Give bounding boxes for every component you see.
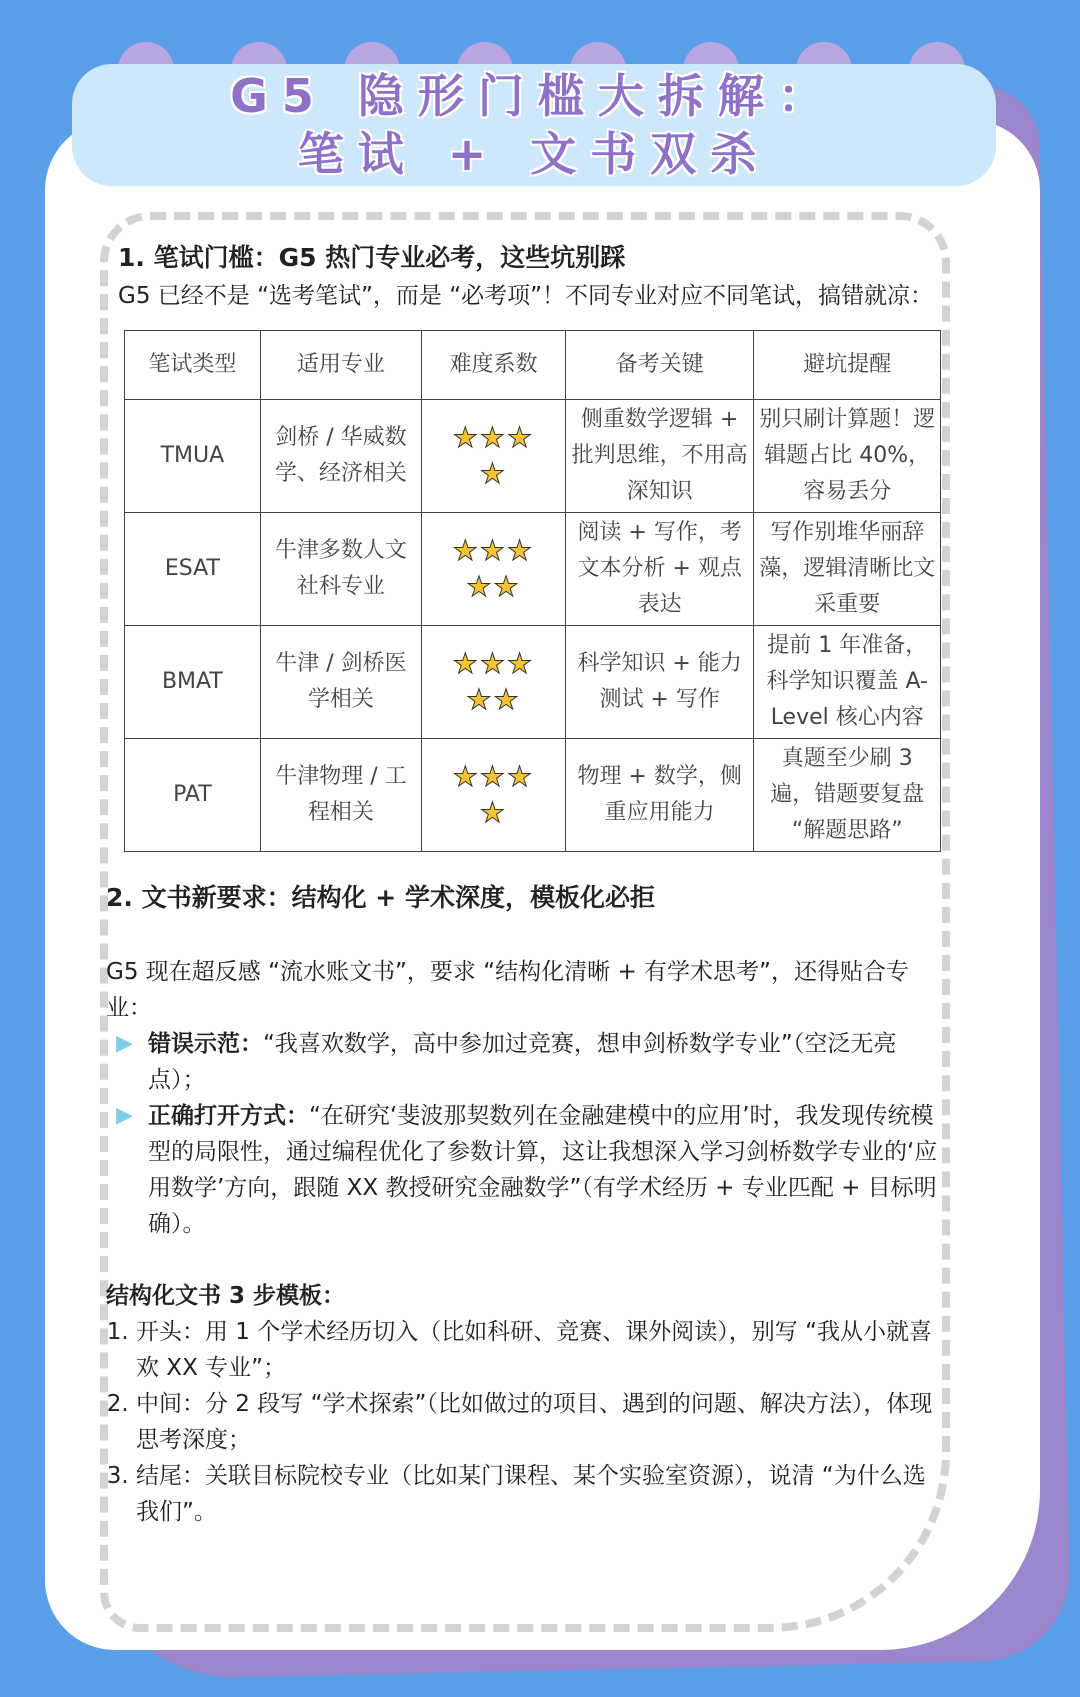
difficulty-stars: ★★★ ★★ (422, 626, 566, 739)
exam-table (124, 330, 941, 852)
table-row (125, 739, 941, 852)
section1-heading: 1. 笔试门槛：G5 热门专业必考，这些坑别踩 (118, 243, 626, 272)
section1-intro: G5 已经不是 “选考笔试”，而是 “必考项”！不同专业对应不同笔试，搞错就凉： (118, 283, 934, 309)
table-header: 备考关键 (565, 331, 754, 400)
title-banner (72, 64, 996, 186)
bullet-list (106, 1026, 948, 1242)
cell-type: TMUA (125, 400, 261, 513)
triangle-bullet-icon: ▶ (116, 1031, 133, 1056)
cell-tip: 真题至少刷 3 遍，错题要复盘 “解题思路” (754, 739, 941, 852)
difficulty-stars: ★★★ ★ (422, 739, 566, 852)
table-header-row (125, 331, 941, 400)
table-row (125, 400, 941, 513)
bullet-text (148, 1026, 948, 1098)
template-step: 2. 中间：分 2 段写 “学术探索”（比如做过的项目、遇到的问题、解决方法），体现思考深度； (136, 1386, 948, 1458)
cell-key: 侧重数学逻辑 + 批判思维，不用高深知识 (565, 400, 754, 513)
bullet-item (116, 1098, 948, 1242)
bullet-body: “我喜欢数学，高中参加过竞赛，想申剑桥数学专业”（空泛无亮点）； (148, 1031, 897, 1093)
bullet-item (116, 1026, 948, 1098)
cell-major: 牛津物理 / 工程相关 (260, 739, 421, 852)
title-line-1: G5 隐形门槛大拆解： (230, 69, 838, 123)
cell-major: 牛津多数人文社科专业 (260, 513, 421, 626)
cell-major: 牛津 / 剑桥医学相关 (260, 626, 421, 739)
cell-type: PAT (125, 739, 261, 852)
content (106, 240, 948, 1530)
table-header: 难度系数 (422, 331, 566, 400)
cell-key: 科学知识 + 能力测试 + 写作 (565, 626, 754, 739)
title-line-2: 笔试 + 文书双杀 (297, 127, 771, 181)
table-header: 避坑提醒 (754, 331, 941, 400)
cell-tip: 提前 1 年准备，科学知识覆盖 A-Level 核心内容 (754, 626, 941, 739)
bullet-label: 错误示范： (148, 1031, 263, 1057)
template-steps (106, 1314, 948, 1530)
bullet-text (148, 1098, 948, 1242)
bullet-body: “在研究‘斐波那契数列在金融建模中的应用’时，我发现传统模型的局限性，通过编程优化了参数计算，这让我想深入学习剑桥数学专业的‘应用数学’方向，跟随 XX 教授研究金融数学”（有学术经历 + 专业匹配 + 目标明确）。 (148, 1103, 938, 1237)
cell-key: 物理 + 数学，侧重应用能力 (565, 739, 754, 852)
triangle-bullet-icon: ▶ (116, 1103, 133, 1128)
difficulty-stars: ★★★ ★★ (422, 513, 566, 626)
table-row (125, 626, 941, 739)
template-step: 3. 结尾：关联目标院校专业（比如某门课程、某个实验室资源），说清 “为什么选我们”。 (136, 1458, 948, 1530)
cell-tip: 别只刷计算题！逻辑题占比 40%，容易丢分 (754, 400, 941, 513)
cell-type: ESAT (125, 513, 261, 626)
cell-tip: 写作别堆华丽辞藻，逻辑清晰比文采重要 (754, 513, 941, 626)
table-row (125, 513, 941, 626)
table-header: 适用专业 (260, 331, 421, 400)
cell-major: 剑桥 / 华威数学、经济相关 (260, 400, 421, 513)
difficulty-stars: ★★★ ★ (422, 400, 566, 513)
template-heading: 结构化文书 3 步模板： (106, 1283, 346, 1309)
bullet-label: 正确打开方式： (148, 1103, 309, 1129)
cell-key: 阅读 + 写作，考文本分析 + 观点表达 (565, 513, 754, 626)
section2-heading: 2. 文书新要求：结构化 + 学术深度，模板化必拒 (106, 883, 655, 912)
table-header: 笔试类型 (125, 331, 261, 400)
section2-intro: G5 现在超反感 “流水账文书”，要求 “结构化清晰 + 有学术思考”，还得贴合专业： (106, 959, 909, 1021)
template-step: 1. 开头：用 1 个学术经历切入（比如科研、竞赛、课外阅读），别写 “我从小就喜欢 XX 专业”； (136, 1314, 948, 1386)
cell-type: BMAT (125, 626, 261, 739)
